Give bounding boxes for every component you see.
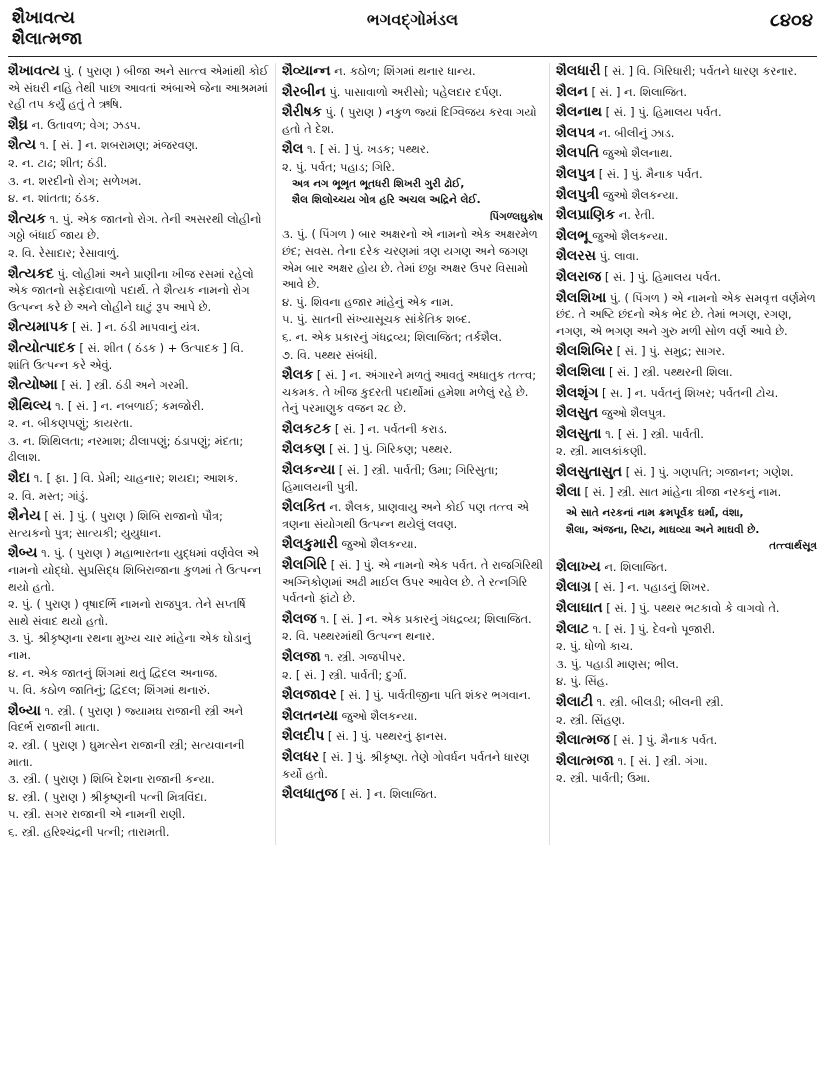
definition-text: પું. લોહીમાં અને પ્રાણીના ખીજ રસમાં રહેલો એક જાતનો સફેદાવાળો પદાર્થ. તે શૈત્યક નામનો રોગ ઉત્પન્ન કરે છે અને લોહીને ઘાટું રૂપ આપે છે. [8,266,254,314]
definition-text: ૧. [ સં. ] પું. ખડક; પથ્થર. [307,142,430,157]
dictionary-entry [556,84,817,101]
dictionary-entry [556,228,817,245]
definition-text: [ સં. ] પું. ગણપતિ; ગજાનન; ગણેશ. [625,464,794,479]
sub-definition: ૬. ન. એક પ્રકારનું ગંધદ્રવ્ય; શિલાજિત; તર્કશૈલ. [282,329,503,344]
headword: શૈલસુતાસુત [556,463,623,480]
quote-line: શૈલા, અંજના, રિષ્ટા, માઘવ્યા અને માઘવી છે. [566,523,760,536]
dictionary-entry [556,248,817,265]
dictionary-entry [8,703,269,841]
headword: શૈલા [556,484,581,501]
headword: શૈત્ય [8,137,37,154]
dictionary-entry [556,694,817,728]
column-1 [8,63,269,845]
sub-definition: ૨. ન. બીકણપણું; કાયરતા. [8,416,133,431]
dictionary-entry [282,104,543,137]
headword: શૈલપતિ [556,145,599,162]
headword: શૈલપત્ર [556,124,596,141]
sub-definition: ૨. સ્ત્રી. સિંહણ. [556,712,626,727]
dictionary-entry [282,499,543,532]
sub-definition: ૨. વિ. મસ્ત; ગાંડું. [8,488,89,503]
dictionary-entry [282,557,543,607]
sub-definition: ૨. પું. ધોળો કાચ. [556,639,634,654]
headword: શૈલપુત્રી [556,186,600,203]
dictionary-entry [8,319,269,336]
dictionary-entry [282,536,543,553]
definition-text: પું. ( પુરાણ ) બીજા અને સાત્ત્વ એમાંથી કોઈ એ સંઘરી નહિ તેથી પાછા આવતાં અંબાએ જેના આશ્રમમાં રહી તપ કર્યું હતું તે ઋષિ. [8,64,269,112]
dictionary-entry [282,649,543,683]
sub-definition: ૫. પું. સાતની સંખ્યાસૂચક સાંકેતિક શબ્દ. [282,312,472,327]
definition-text: [ સં. ] પું. મૈનાક પર્વત. [598,166,703,181]
headword: શૈલજ [282,610,317,627]
dictionary-entry [282,367,543,417]
headword: શૈલાઘાત [556,600,603,617]
headword: શૈરીષક [282,104,322,121]
dictionary-entry [282,728,543,745]
headword: શૈલાટ [556,620,589,637]
dictionary-entry [556,464,817,481]
sub-definition: ૨. વિ. પથ્થરમાંથી ઉત્પન્ન થનાર. [282,629,436,644]
headword: શૈલ [282,141,304,158]
headword: શૈલાગ્ર [556,579,592,596]
dictionary-entry [556,364,817,381]
dictionary-entry [556,559,817,576]
definition-text: [ સં. ] ન. અંગારને મળતું આવતું અધાતુક તત્ત્વ; ચકમક. તે ખીજ કુદરતી પદાર્થોમાં હમેશા મળેલું રહે છે. તેનું પરમાણુક વજન ૨૮ છે. [282,368,537,416]
headword: શૈલપુત્ર [556,165,596,182]
sub-definition: ૪. ન. શાંતતા; ઠંડક. [8,191,100,206]
dictionary-entry [8,117,269,134]
dictionary-entry [556,104,817,121]
definition-text: [ સં. ] પું. શ્રીકૃષ્ણ. તેણે ગોવર્ધન પર્વતને ધારણ કર્યો હતો. [282,749,530,781]
headword: શૈલસુતા [556,425,602,442]
definition-text: [ સં. ] પું. ગિરિકણ; પથ્થર. [329,442,453,457]
headword: શૈલગિરિ [282,557,328,574]
definition-text: ન. શૈલક, પ્રાણવાયુ અને કોઈ પણ તત્ત્વ એ ત્રણના સંયોગથી ઉત્પન્ન થયેલું લવણ. [282,500,529,531]
dictionary-entry [556,385,817,402]
definition-text: જુઓ શૈલપુત્ર. [601,406,666,421]
definition-text: [ સં. ] સ્ત્રી. ઠંડી અને ગરમી. [61,378,189,393]
dictionary-entry [556,207,817,224]
definition-text: ૧. [ સં. ] સ્ત્રી. પાર્વતી. [605,426,704,441]
quote-line: અત્ર નગ ભૂભૃત ભૂતધરી શિખરી ગુરી ઢોઈ, [292,177,465,190]
sub-definition: ૪. ન. એક જાતનું શિંગમાં થતું દ્વિદલ અનાજ. [8,665,218,680]
sub-definition: ૩. પું. પહાડી માણસ; ભીલ. [556,656,679,671]
headword: શૈલરાજ [556,268,602,285]
definition-text: પું. પાસાવાળો અરીસો; પહેલદાર દર્પણ. [329,84,503,99]
definition-text: [ સં. ] વિ. ગિરિધારી; પર્વતને ધારણ કરનાર. [604,64,798,78]
dictionary-entry [556,63,817,80]
sub-definition: ૬. સ્ત્રી. હરિશ્ચંદ્રની પત્ની; તારામતી. [8,824,170,839]
dictionary-entry [556,484,817,501]
headword: શૈનેય [8,508,41,525]
headword: શૈલધર [282,748,320,765]
headword: શૈલન [556,83,588,100]
dictionary-entry [8,545,269,698]
headword: શૈથિલ્ય [8,397,52,414]
sub-definition: ૨. સ્ત્રી. પાર્વતી; ઉમા. [556,771,651,786]
dictionary-entry [556,187,817,204]
quote-line: એ સાતે નરકનાં નામ ક્રમપૂર્વક ઘર્મા, વંશા, [566,507,744,520]
definition-text: [ સં. ] સ્ત્રી. પથ્થરની શિલા. [608,364,733,379]
definition-text: [ સ. ] ન. પર્વતનું શિખર; પર્વતની ટોચ. [602,385,779,400]
sub-definition: ૨. પું. પર્વત; પહાડ; ગિરિ. [282,159,396,174]
sub-definition: ૭. વિ. પથ્થર સંબંધી. [282,347,378,362]
sub-definition: ૩. ન. શિથિલતા; નરમાશ; ઢીલાપણું; ઠંડાપણું; મંદતા; ઢીલાશ. [8,433,244,465]
dictionary-entry [8,398,269,466]
definition-text: [ સં. ] ન. પહાડનું શિખર. [594,580,710,595]
dictionary-entry [282,749,543,782]
definition-text: ૧. સ્ત્રી. ( પુરાણ ) જ્યામઘ રાજાની સ્ત્રી અને વિદર્ભ રાજાની માતા. [8,703,244,735]
definition-text: પું. લાવા. [599,249,640,264]
definition-text: [ સં. ] પું. પથ્થરનું ફાનસ. [327,729,448,744]
headword: શૈત્યોષ્મા [8,377,58,394]
quote-source: તત્ત્વાર્થસૂત્ર [769,540,817,553]
headword: શૈલરસ [556,248,596,265]
headword: શૈત્યમાપક [8,319,69,336]
headword: શૈલનાથ [556,104,602,121]
sub-definition: ૪. સ્ત્રી. ( પુરાણ ) શ્રીકૃષ્ણની પત્ની મિત્રવિંદા. [8,789,208,804]
dictionary-entry [8,137,269,206]
sub-definition: ૩. પું. શ્રીકૃષ્ણના રથના મુખ્ય ચાર માંહેના એક ઘોડાનું નામ. [8,631,251,662]
dictionary-entry [556,405,817,422]
dictionary-entry [556,753,817,787]
column-3 [549,63,817,845]
sub-definition: ૪. પું. શિવના હજાર માંહેનું એક નામ. [282,294,454,309]
headword: શૈલકુમારી [282,536,338,553]
definition-text: પું. ( પુરાણ ) નકુળ જ્યાં દિગ્વિજય કરવા ગયો હતો તે દેશ. [282,105,537,136]
headword: શૈલાટી [556,694,593,710]
definition-text: જુઓ શૈલકન્યા. [592,228,668,243]
sub-definition: ૫. સ્ત્રી. સગર રાજાની એ નામની રાણી. [8,807,186,822]
definition-text: પું. ( પિંગળ ) એ નામનો એક સમવૃત્ત વર્ણમેળ છંદ. તે અષ્ટિ છંદનો એક ભેદ છે. તેમાં ભગણ, રગણ, નગણ, એ ભગણ અને ગુરુ મળી સોળ વર્ણ આવે છે. [556,290,816,338]
dictionary-entry [282,84,543,101]
headword: શૈદા [8,470,31,487]
dictionary-entry [282,441,543,458]
definition-text: જુઓ શૈલકન્યા. [341,537,418,552]
headword: શૈલસુત [556,405,598,422]
dictionary-entry [8,470,269,504]
definition-text: ન. શિલાજિત. [604,559,668,574]
sub-definition: ૩. પું. ( પિંગળ ) બાર અક્ષરનો એ નામનો એક અક્ષરમેળ છંદ; સવસ. તેના દરેક ચરણમાં ત્રણ યગણ અને જગણ એમ બાર અક્ષર હોય છે. તેમાં છઠ્ઠા અક્ષર ઉપર વિસામો આવે છે. [282,227,538,292]
headword: શૈલજાવર [282,687,337,704]
headword: શૈલદીપ [282,728,325,745]
headword: શૈલશૃંગ [556,384,599,401]
columns [8,63,817,845]
quote-line: શૈલ શિલોચ્ચય ગોત્ર હરિ અચલ અદ્રિને લેઈ. [292,194,481,207]
headword: શૈવ્યાન્ન [282,63,331,79]
headword: શૈલશિલા [556,363,606,380]
page-number: ૮૪૦૪ [769,10,813,31]
definition-text: ૧. [ ફા. ] વિ. પ્રેમી; ચાહનાર; શયદા; આશક. [33,471,239,486]
definition-text: ન. રેતી. [618,208,655,223]
definition-text: [ સં. ] પું. ( પુરાણ ) શિબિ રાજાનો પૌત્ર; સત્યકનો પુત્ર; સાત્યકી; યુયુધાન. [8,509,223,540]
definition-text: ૧. સ્ત્રી. બીલડી; બીલની સ્ત્રી. [596,695,724,709]
headword: શૈલધારી [556,63,601,79]
dictionary-entry [556,290,817,340]
definition-text: [ સં. ] પું. હિમાલય પર્વત. [604,269,721,284]
definition-text: ૧. સ્ત્રી. ગજપીપર. [324,650,406,664]
dictionary-entry [556,505,817,555]
dictionary-entry [8,340,269,373]
quote-source: પિંગળ્લઘુકોષ [489,210,543,223]
headword: શૈત્યોત્પાદક [8,339,76,356]
dictionary-entry [556,269,817,286]
headword: શૈલભૂ [556,227,589,244]
definition-text: [ સં. શીત ( ઠંડક ) + ઉત્પાદક ] વિ. શાંતિ ઉત્પન્ન કરે એવું. [8,340,244,372]
headword: શૈલક [282,367,314,384]
dictionary-entry [556,732,817,749]
definition-text: ન. બીલીનું ઝાડ. [598,125,675,140]
sub-definition: ૩. સ્ત્રી. ( પુરાણ ) શિબિ દેશના રાજાની કન્યા. [8,772,215,787]
sub-definition: ૨. ન. ટાઢ; શીત; ઠંડી. [8,155,108,170]
dictionary-entry [556,600,817,617]
headword: શૈલશિખા [556,289,607,306]
dictionary-entry [282,421,543,438]
headword: શૈલાખ્ય [556,558,601,575]
dictionary-entry [282,63,543,80]
definition-text: [ સં. ] ન. ઠંડી માપવાનું યંત્ર. [72,320,201,335]
dictionary-entry [556,426,817,460]
definition-text: [ સં. ] પું. સમુદ્ર; સાગર. [616,344,726,359]
definition-text: [ સં. ] ન. શિલાજિત. [341,787,437,802]
dictionary-entry [556,166,817,183]
headword: શૈલતનયા [282,707,338,724]
headword: શૈલકન્યા [282,462,336,479]
sub-definition: ૨. વિ. રેસાદાર; રેસાવાળું. [8,245,120,260]
definition-text: [ સં. ] સ્ત્રી. સાત માંહેના ત્રીજા નરકનું નામ. [584,485,782,500]
definition-text: જુઓ શૈલકન્યા. [341,708,418,723]
headword: શૈલકણ [282,441,326,458]
sub-definition: ૪. પું. સિંહ. [556,674,609,689]
guide-word-last: શૈલાત્મજા [12,29,83,49]
dictionary-entry [556,579,817,596]
headword: શૈલજા [282,649,321,665]
dictionary-entry [556,621,817,690]
definition-text: [ સં. ] ન. શિલાજિત. [591,84,688,99]
definition-text: ૧. પું. એક જાતનો રોગ. તેની અસરથી લોહીનો ગઠ્ઠો બંધાઈ જાય છે. [8,211,262,243]
page-header [8,6,817,57]
headword: શૈલાત્મજા [556,752,614,769]
dictionary-entry [282,687,543,704]
definition-text: ૧. [ સં. ] ન. એક પ્રકારનું ગંધદ્રવ્ય; શિલાજિત. [320,611,532,626]
dictionary-entry [8,63,269,113]
headword: શૈરબીન [282,83,326,100]
definition-text: ૧. પું. ( પુરાણ ) મહાભારતના યુદ્ધમાં વર્ણવેલ એ નામનો યોદ્ધો. સુપ્રસિદ્ધ શિબિરાજાના કુળમાં તે ઉત્પન્ન થયો હતો. [8,546,262,594]
sub-definition: ૨. [ સં. ] સ્ત્રી. પાર્વતી; દુર્ગા. [282,667,407,682]
sub-definition: ૫. વિ. કઠોળ જાતિનું; દ્વિદલ; શિંગમાં થનારું. [8,683,211,698]
dictionary-entry [8,377,269,394]
dictionary-entry [556,145,817,162]
definition-text: ૧. [ સં. ] ન. નબળાઈ; કમજોરી. [55,398,205,413]
headword: શૈખાવત્ય [8,63,60,79]
definition-text: ૧. [ સં. ] સ્ત્રી. ગંગા. [617,753,708,768]
headword: શૈત્યકદ [8,265,54,282]
definition-text: [ સં. ] ન. પર્વતની કરાડ. [334,421,448,436]
definition-text: ૧. [ સં. ] પું. દેવનો પૂજારી. [592,621,716,636]
dictionary-entry [282,141,543,363]
dictionary-entry [8,508,269,541]
definition-text: ન. ઉતાવળ; વેગ; ઝડપ. [31,117,141,132]
dictionary-entry [282,708,543,725]
headword: શૈલધાતુજ [282,786,338,803]
column-2 [275,63,543,845]
definition-text: જુઓ શૈલનાથ. [602,146,673,161]
running-title: ભગવદ્ગોમંડલ [366,10,459,29]
dictionary-entry [282,786,543,803]
headword: શૈલપ્રાણિક [556,207,616,224]
guide-word-first: શૈખાવત્ય [12,8,75,28]
dictionary-entry [556,343,817,360]
definition-text: [ સં. ] પું. એ નામનો એક પર્વત. તે રાજગિરિથી અગ્નિકોણમાં અઢી માઈલ ઉપર આવેલ છે. તે રત્નગિરિ પર્વતનો ફાંટો છે. [282,558,543,606]
dictionary-entry [8,211,269,262]
dictionary-entry [8,266,269,316]
dictionary-entry [282,462,543,495]
definition-text: [ સં. ] પું. પથ્થર ભટકાવો કે વાગવો તે. [606,601,780,616]
headword: શૈલશિબિર [556,343,613,360]
definition-text: [ સં. ] પું. પાર્વતીજીના પતિ શંકર ભગવાન. [340,688,531,703]
definition-text: ન. કઠોળ; શિંગમાં થનાર ધાન્ય. [334,64,476,78]
definition-text: [ સં. ] સ્ત્રી. પાર્વતી; ઉમા; ગિરિસુતા; હિમાલયની પુત્રી. [282,463,499,494]
sub-definition: ૨. પું. ( પુરાણ ) વૃષાદર્ભિ નામનો રાજપુત્ર. તેને સપ્તર્ષિ સાથે સંવાદ થયો હતો. [8,597,246,628]
headword: શૈઘ્ર [8,116,28,133]
headword: શૈલકિત [282,499,326,516]
dictionary-entry [282,611,543,645]
headword: શૈત્યક [8,210,46,227]
sub-definition: ૨. સ્ત્રી. માલકાંકણી. [556,444,647,459]
sub-definition: ૩. ન. શરદીનો રોગ; સળેખમ. [8,173,142,188]
headword: શૈલકટક [282,420,332,437]
headword: શૈબ્ય [8,545,38,562]
definition-text: ૧. [ સં. ] ન. શબરામણ; મંજરવણ. [39,138,199,153]
headword: શૈલાત્મજ [556,732,610,749]
definition-text: [ સં. ] પું. હિમાલય પર્વત. [605,105,722,120]
sub-definition: ૨. સ્ત્રી. ( પુરાણ ) ઘુમત્સેન રાજાની સ્ત્રી; સત્યવાનની માતા. [8,737,245,769]
dictionary-entry [556,125,817,142]
headword: શૈબ્યા [8,702,41,719]
definition-text: [ સં. ] પું. મૈનાક પર્વત. [613,733,718,748]
definition-text: જુઓ શૈલકન્યા. [602,187,679,202]
